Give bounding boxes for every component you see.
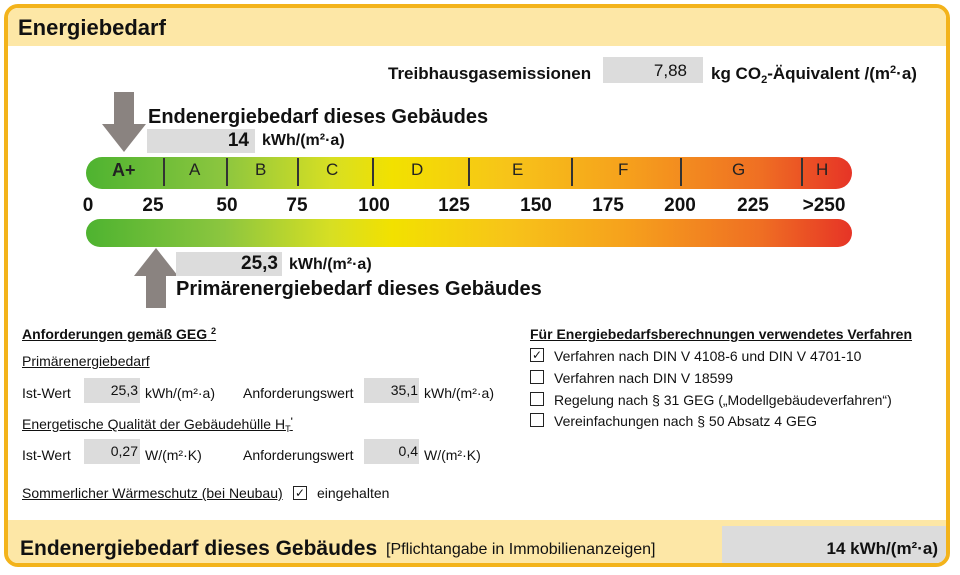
class-label-e: E	[512, 160, 524, 179]
scale-number: 75	[286, 195, 308, 216]
ist-primaer-value: 25,3	[110, 382, 138, 398]
primaer-value: 25,3	[241, 253, 278, 274]
endenergie-value: 14	[227, 130, 249, 151]
sommer-checkbox[interactable]: ✓	[294, 486, 306, 500]
emissions-label: Treibhausgasemissionen	[388, 64, 592, 83]
method-checkbox[interactable]	[530, 392, 544, 406]
primaer-unit: kWh/(m²·a)	[289, 256, 372, 273]
endenergie-label: Endenergiebedarf dieses Gebäudes	[148, 106, 489, 128]
endenergie-unit: kWh/(m²·a)	[262, 132, 345, 149]
scale-tick	[297, 158, 299, 186]
class-label-b: B	[255, 160, 267, 179]
scale-number: 0	[82, 195, 94, 216]
scale-tick	[571, 158, 573, 186]
primaer-label: Primärenergiebedarf dieses Gebäudes	[176, 278, 542, 300]
anf-huelle-unit: W/(m²·K)	[424, 447, 481, 463]
requirements-title: Anforderungen gemäß GEG $^2$	[22, 326, 217, 342]
scale-tick	[801, 158, 803, 186]
header-bar	[8, 8, 946, 46]
scale-tick	[372, 158, 374, 186]
class-label-c: C	[326, 160, 339, 179]
sommer-label: Sommerlicher Wärmeschutz (bei Neubau)	[22, 485, 283, 501]
anf-label: Anforderungswert	[243, 385, 354, 401]
energy-scale-bar-lower	[86, 219, 852, 247]
scale-number: 200	[664, 195, 696, 216]
scale-tick	[163, 158, 165, 186]
ist-label: Ist-Wert	[22, 385, 71, 401]
scale-number: 125	[438, 195, 470, 216]
anf-label-huelle: Anforderungswert	[243, 447, 354, 463]
scale-number: 150	[520, 195, 552, 216]
class-label-a-plus: A+	[112, 160, 136, 180]
scale-tick	[226, 158, 228, 186]
anf-primaer-value: 35,1	[390, 382, 418, 398]
method-checkbox[interactable]	[530, 413, 544, 427]
scale-number: >250	[802, 195, 846, 216]
scale-tick	[680, 158, 682, 186]
primaer-arrow-icon	[132, 246, 182, 310]
sommer-status: eingehalten	[317, 485, 390, 501]
class-label-h: H	[816, 160, 829, 179]
scale-tick	[468, 158, 470, 186]
class-label-f: F	[618, 160, 629, 179]
endenergie-arrow-icon	[100, 92, 150, 154]
emissions-unit: kg $CO_2$-Äquivalent $/(m^2\cdot a)$	[711, 64, 917, 86]
class-label-d: D	[411, 160, 424, 179]
method-label: Verfahren nach DIN V 4108-6 und DIN V 4701-10	[554, 348, 862, 364]
emissions-value: 7,88	[653, 61, 687, 80]
class-label-a: A	[189, 160, 201, 179]
methods-title: Für Energiebedarfsberechnungen verwendetes Verfahren	[530, 326, 913, 342]
scale-number: 25	[142, 195, 164, 216]
scale-number: 100	[358, 195, 390, 216]
footer-bar	[8, 520, 946, 567]
anf-primaer-unit: kWh/(m²·a)	[424, 385, 494, 401]
footer-label: Endenergiebedarf dieses Gebäudes	[20, 537, 378, 560]
page-title: Energiebedarf	[18, 15, 166, 40]
method-label: Verfahren nach DIN V 18599	[554, 370, 734, 386]
ist-label-huelle: Ist-Wert	[22, 447, 71, 463]
scale-number: 225	[737, 195, 769, 216]
anf-huelle-value: 0,4	[398, 443, 418, 459]
method-checkbox[interactable]: ✓	[531, 348, 543, 362]
method-checkbox[interactable]	[530, 370, 544, 384]
method-label: Vereinfachungen nach § 50 Absatz 4 GEG	[554, 413, 818, 429]
ist-huelle-value: 0,27	[110, 443, 138, 459]
scale-number: 175	[592, 195, 624, 216]
ist-primaer-unit: kWh/(m²·a)	[145, 385, 215, 401]
primaer-heading: Primärenergiebedarf	[22, 353, 150, 369]
footer-note: [Pflichtangabe in Immobilienanzeigen]	[386, 541, 656, 558]
class-label-g: G	[732, 160, 746, 179]
scale-number: 50	[216, 195, 238, 216]
energy-certificate-frame	[4, 4, 950, 567]
ist-huelle-unit: W/(m²·K)	[145, 447, 202, 463]
huelle-heading: Energetische Qualität der Gebäudehülle $H_T'$	[22, 416, 293, 435]
method-label: Regelung nach § 31 GEG („Modellgebäudeverfahren“)	[554, 392, 892, 408]
footer-value: 14 kWh/(m²·a)	[826, 539, 938, 558]
